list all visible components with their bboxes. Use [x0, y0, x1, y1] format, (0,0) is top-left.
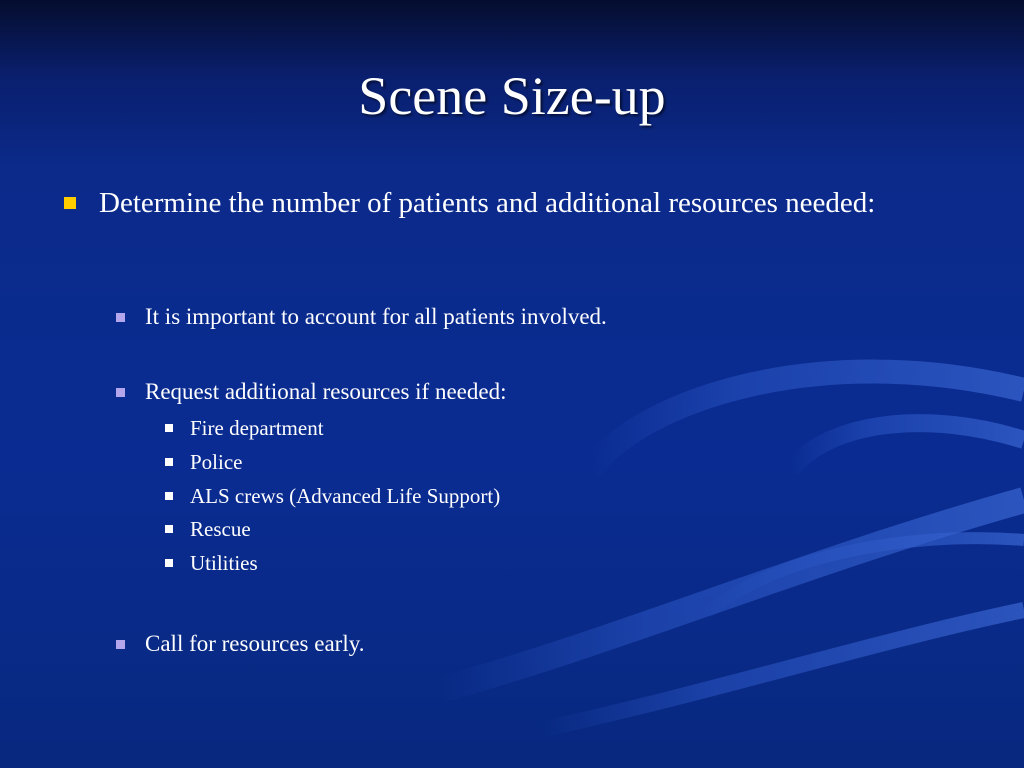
bullet-determine-patients: [62, 184, 962, 222]
resource-item-text: Rescue: [190, 517, 251, 541]
sub-bullet-call-early: [114, 629, 364, 659]
square-bullet-icon: [165, 424, 173, 432]
slide-title: Scene Size-up: [358, 66, 666, 126]
sub-bullet-text: Call for resources early.: [145, 631, 365, 656]
square-bullet-icon: [64, 197, 76, 209]
square-bullet-icon: [116, 313, 125, 322]
resource-item-police: [163, 448, 243, 476]
square-bullet-icon: [116, 640, 125, 649]
resource-item-text: Fire department: [190, 416, 324, 440]
resource-item-text: Police: [190, 450, 243, 474]
resource-item-als-crews: [163, 482, 500, 510]
resource-item-fire-department: [163, 414, 324, 442]
resource-item-text: ALS crews (Advanced Life Support): [190, 484, 501, 508]
sub-bullet-request-resources: [114, 377, 507, 407]
square-bullet-icon: [165, 458, 173, 466]
square-bullet-icon: [116, 388, 125, 397]
sub-bullet-text: Request additional resources if needed:: [145, 379, 507, 404]
square-bullet-icon: [165, 525, 173, 533]
sub-bullet-account-patients: [114, 302, 607, 332]
sub-bullet-text: It is important to account for all patients involved.: [145, 304, 607, 329]
resource-item-rescue: [163, 515, 251, 543]
square-bullet-icon: [165, 559, 173, 567]
bullet-text: Determine the number of patients and additional resources needed:: [99, 187, 876, 219]
resource-item-utilities: [163, 549, 258, 577]
resource-item-text: Utilities: [190, 551, 258, 575]
square-bullet-icon: [165, 492, 173, 500]
